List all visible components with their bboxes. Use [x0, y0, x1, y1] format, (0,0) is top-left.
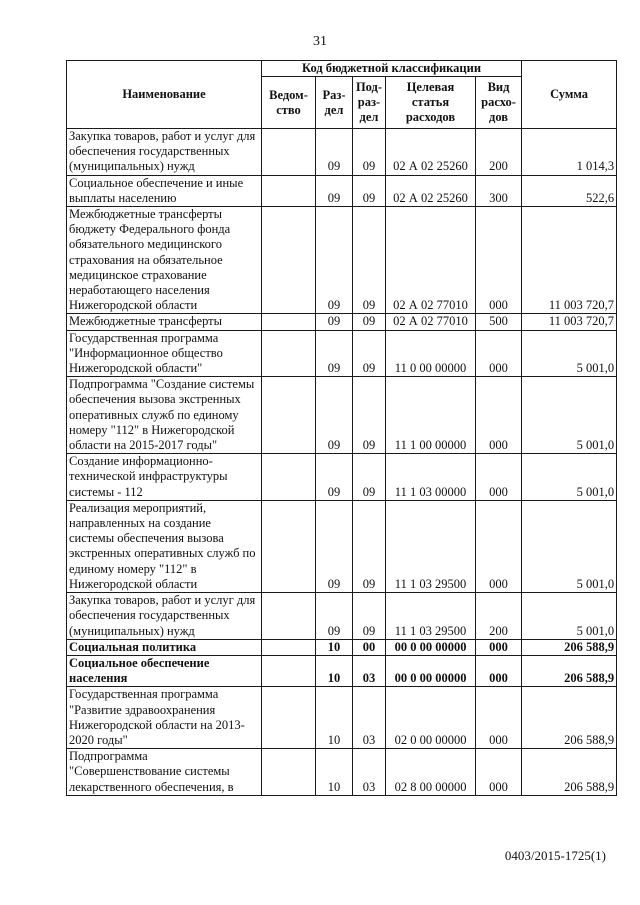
budget-table [66, 60, 617, 796]
row-name: Закупка товаров, работ и услуг для обеспечения государственных (муниципальных) нужд [67, 593, 262, 640]
row-section: 10 [316, 655, 353, 686]
row-section: 09 [316, 330, 353, 377]
table-row [67, 129, 617, 176]
row-section: 09 [316, 175, 353, 206]
row-target: 02 0 00 00000 [386, 687, 476, 749]
row-name: Реализация мероприятий, направленных на создание системы обеспечения вызова экстренных оперативных служб по единому номеру "112" в Нижегородской области [67, 500, 262, 592]
header-target: Целевая статья расходов [386, 77, 476, 129]
table-row [67, 377, 617, 454]
header-expense-type: Вид расхо-дов [476, 77, 522, 129]
row-subsection: 09 [353, 330, 386, 377]
row-expense-type: 000 [476, 330, 522, 377]
row-amount: 206 588,9 [522, 749, 617, 796]
row-name: Межбюджетные трансферты бюджету Федерального фонда обязательного медицинского страхования на обязательное медицинское страхование неработающего населения Нижегородской области [67, 207, 262, 314]
row-name: Социальное обеспечение и иные выплаты населению [67, 175, 262, 206]
row-subsection: 09 [353, 593, 386, 640]
row-expense-type: 000 [476, 687, 522, 749]
row-target: 11 1 00 00000 [386, 377, 476, 454]
row-subsection: 09 [353, 500, 386, 592]
table-row [67, 593, 617, 640]
row-section: 10 [316, 639, 353, 655]
row-name: Подпрограмма "Создание системы обеспечения вызова экстренных оперативных служб по единому номеру "112" в Нижегородской области на 2015-2017 годы" [67, 377, 262, 454]
row-target: 00 0 00 00000 [386, 655, 476, 686]
table-row [67, 175, 617, 206]
row-department [262, 639, 316, 655]
row-target: 02 А 02 77010 [386, 314, 476, 330]
row-amount: 5 001,0 [522, 454, 617, 501]
row-section: 09 [316, 500, 353, 592]
header-subsection: Под-раз-дел [353, 77, 386, 129]
row-expense-type: 000 [476, 639, 522, 655]
row-section: 09 [316, 593, 353, 640]
row-name: Создание информационно-технической инфраструктуры системы - 112 [67, 454, 262, 501]
row-subsection: 09 [353, 207, 386, 314]
row-amount: 11 003 720,7 [522, 314, 617, 330]
row-department [262, 655, 316, 686]
row-section: 10 [316, 749, 353, 796]
row-department [262, 377, 316, 454]
row-amount: 11 003 720,7 [522, 207, 617, 314]
table-row [67, 639, 617, 655]
header-code-group: Код бюджетной классификации [262, 61, 522, 77]
row-name: Социальное обеспечение населения [67, 655, 262, 686]
row-subsection: 03 [353, 655, 386, 686]
row-subsection: 00 [353, 639, 386, 655]
row-department [262, 687, 316, 749]
row-section: 10 [316, 687, 353, 749]
row-section: 09 [316, 454, 353, 501]
row-target: 02 А 02 25260 [386, 129, 476, 176]
row-department [262, 330, 316, 377]
row-amount: 206 588,9 [522, 687, 617, 749]
row-department [262, 207, 316, 314]
row-amount: 5 001,0 [522, 377, 617, 454]
row-expense-type: 000 [476, 454, 522, 501]
row-name: Межбюджетные трансферты [67, 314, 262, 330]
row-expense-type: 000 [476, 655, 522, 686]
row-amount: 5 001,0 [522, 500, 617, 592]
row-target: 11 0 00 00000 [386, 330, 476, 377]
table-row [67, 330, 617, 377]
table-row [67, 655, 617, 686]
row-expense-type: 300 [476, 175, 522, 206]
header-amount: Сумма [522, 61, 617, 129]
row-name: Социальная политика [67, 639, 262, 655]
table-row [67, 749, 617, 796]
row-department [262, 129, 316, 176]
row-subsection: 09 [353, 175, 386, 206]
row-amount: 522,6 [522, 175, 617, 206]
row-subsection: 03 [353, 749, 386, 796]
row-target: 02 А 02 25260 [386, 175, 476, 206]
row-subsection: 09 [353, 454, 386, 501]
row-department [262, 175, 316, 206]
row-department [262, 593, 316, 640]
row-expense-type: 000 [476, 377, 522, 454]
table-row [67, 454, 617, 501]
row-subsection: 03 [353, 687, 386, 749]
row-target: 02 А 02 77010 [386, 207, 476, 314]
header-name: Наименование [67, 61, 262, 129]
row-expense-type: 200 [476, 593, 522, 640]
row-amount: 206 588,9 [522, 639, 617, 655]
row-expense-type: 500 [476, 314, 522, 330]
row-amount: 1 014,3 [522, 129, 617, 176]
table-row [67, 314, 617, 330]
row-name: Закупка товаров, работ и услуг для обеспечения государственных (муниципальных) нужд [67, 129, 262, 176]
row-expense-type: 200 [476, 129, 522, 176]
row-subsection: 09 [353, 314, 386, 330]
row-target: 02 8 00 00000 [386, 749, 476, 796]
row-department [262, 314, 316, 330]
row-expense-type: 000 [476, 749, 522, 796]
row-amount: 5 001,0 [522, 330, 617, 377]
table-row [67, 207, 617, 314]
header-section: Раз-дел [316, 77, 353, 129]
table-row [67, 687, 617, 749]
row-department [262, 500, 316, 592]
table-body [67, 129, 617, 796]
row-department [262, 749, 316, 796]
row-amount: 206 588,9 [522, 655, 617, 686]
page-number: 31 [313, 34, 327, 49]
row-name: Государственная программа "Информационное общество Нижегородской области" [67, 330, 262, 377]
row-subsection: 09 [353, 377, 386, 454]
row-section: 09 [316, 314, 353, 330]
row-section: 09 [316, 377, 353, 454]
table-row [67, 500, 617, 592]
row-target: 00 0 00 00000 [386, 639, 476, 655]
row-expense-type: 000 [476, 207, 522, 314]
row-expense-type: 000 [476, 500, 522, 592]
row-target: 11 1 03 29500 [386, 500, 476, 592]
row-target: 11 1 03 00000 [386, 454, 476, 501]
row-name: Государственная программа "Развитие здравоохранения Нижегородской области на 2013-2020 годы" [67, 687, 262, 749]
header-department: Ведом-ство [262, 77, 316, 129]
row-subsection: 09 [353, 129, 386, 176]
row-amount: 5 001,0 [522, 593, 617, 640]
document-code: 0403/2015-1725(1) [504, 848, 606, 863]
row-name: Подпрограмма "Совершенствование системы лекарственного обеспечения, в [67, 749, 262, 796]
row-section: 09 [316, 207, 353, 314]
row-section: 09 [316, 129, 353, 176]
row-department [262, 454, 316, 501]
row-target: 11 1 03 29500 [386, 593, 476, 640]
